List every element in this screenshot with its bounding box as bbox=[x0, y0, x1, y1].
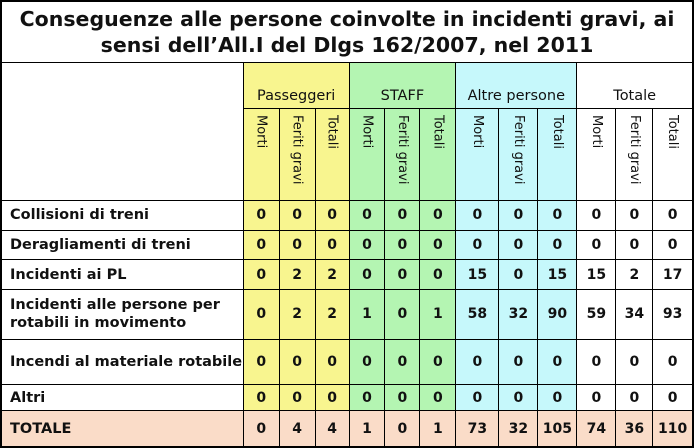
value-cell: 0 bbox=[538, 384, 577, 411]
value-cell: 0 bbox=[315, 200, 349, 230]
value-cell: 0 bbox=[616, 230, 653, 260]
value-cell: 0 bbox=[385, 230, 420, 260]
value-cell: 0 bbox=[653, 339, 693, 384]
value-cell: 2 bbox=[279, 260, 315, 290]
table-row bbox=[1, 200, 693, 230]
value-cell: 0 bbox=[577, 384, 616, 411]
row-label: Deragliamenti di treni bbox=[1, 230, 243, 260]
value-cell: 4 bbox=[279, 411, 315, 447]
value-cell: 0 bbox=[420, 260, 456, 290]
value-cell: 0 bbox=[243, 339, 279, 384]
value-cell: 0 bbox=[243, 384, 279, 411]
value-cell: 0 bbox=[456, 339, 499, 384]
value-cell: 0 bbox=[653, 230, 693, 260]
value-cell: 0 bbox=[456, 230, 499, 260]
value-cell: 0 bbox=[349, 384, 385, 411]
value-cell: 0 bbox=[653, 200, 693, 230]
table-row bbox=[1, 411, 693, 447]
value-cell: 1 bbox=[420, 411, 456, 447]
table-row bbox=[1, 339, 693, 384]
value-cell: 0 bbox=[499, 260, 538, 290]
value-cell: 0 bbox=[243, 200, 279, 230]
group-totale: Totale bbox=[577, 63, 693, 109]
value-cell: 0 bbox=[385, 411, 420, 447]
group-passeggeri: Passeggeri bbox=[243, 63, 349, 109]
value-cell: 90 bbox=[538, 290, 577, 339]
table-row bbox=[1, 290, 693, 339]
subheader-totali: Totali bbox=[324, 115, 340, 150]
value-cell: 2 bbox=[616, 260, 653, 290]
title-line-1: Conseguenze alle persone coinvolte in incidenti gravi, ai bbox=[19, 7, 675, 31]
value-cell: 59 bbox=[577, 290, 616, 339]
value-cell: 0 bbox=[616, 200, 653, 230]
value-cell: 2 bbox=[315, 260, 349, 290]
subheader-totali: Totali bbox=[665, 115, 681, 150]
value-cell: 0 bbox=[499, 230, 538, 260]
value-cell: 0 bbox=[349, 200, 385, 230]
value-cell: 1 bbox=[420, 290, 456, 339]
incident-table bbox=[0, 62, 694, 448]
value-cell: 0 bbox=[243, 290, 279, 339]
row-label: TOTALE bbox=[1, 411, 243, 447]
subheader-feriti-gravi: Feriti gravi bbox=[289, 115, 305, 185]
value-cell: 0 bbox=[385, 260, 420, 290]
subheader-morti: Morti bbox=[469, 115, 485, 149]
value-cell: 0 bbox=[349, 260, 385, 290]
group-header-row bbox=[1, 63, 693, 109]
group-altre-persone: Altre persone bbox=[456, 63, 577, 109]
value-cell: 0 bbox=[577, 339, 616, 384]
group-staff: STAFF bbox=[349, 63, 456, 109]
row-label: Incidenti ai PL bbox=[1, 260, 243, 290]
subheader-morti: Morti bbox=[359, 115, 375, 149]
value-cell: 0 bbox=[420, 339, 456, 384]
value-cell: 0 bbox=[315, 339, 349, 384]
value-cell: 93 bbox=[653, 290, 693, 339]
value-cell: 32 bbox=[499, 290, 538, 339]
value-cell: 0 bbox=[243, 230, 279, 260]
table-row bbox=[1, 230, 693, 260]
value-cell: 0 bbox=[315, 230, 349, 260]
value-cell: 15 bbox=[538, 260, 577, 290]
corner-cell bbox=[1, 63, 243, 201]
value-cell: 0 bbox=[456, 384, 499, 411]
value-cell: 0 bbox=[385, 384, 420, 411]
row-label: Incidenti alle persone per rotabili in movimento bbox=[1, 290, 243, 339]
value-cell: 0 bbox=[385, 290, 420, 339]
value-cell: 0 bbox=[385, 339, 420, 384]
table-row bbox=[1, 260, 693, 290]
value-cell: 0 bbox=[385, 200, 420, 230]
value-cell: 0 bbox=[279, 200, 315, 230]
value-cell: 0 bbox=[499, 339, 538, 384]
value-cell: 58 bbox=[456, 290, 499, 339]
value-cell: 0 bbox=[538, 230, 577, 260]
value-cell: 0 bbox=[499, 200, 538, 230]
value-cell: 0 bbox=[577, 230, 616, 260]
value-cell: 0 bbox=[420, 384, 456, 411]
title-line-2: sensi dell’All.I del Dlgs 162/2007, nel 2011 bbox=[100, 33, 594, 57]
value-cell: 0 bbox=[653, 384, 693, 411]
value-cell: 0 bbox=[279, 384, 315, 411]
page-title bbox=[0, 0, 694, 62]
value-cell: 34 bbox=[616, 290, 653, 339]
subheader-totali: Totali bbox=[430, 115, 446, 150]
value-cell: 0 bbox=[349, 339, 385, 384]
subheader-feriti-gravi: Feriti gravi bbox=[510, 115, 526, 185]
value-cell: 15 bbox=[577, 260, 616, 290]
subheader-totali: Totali bbox=[549, 115, 565, 150]
value-cell: 0 bbox=[243, 411, 279, 447]
subheader-feriti-gravi: Feriti gravi bbox=[394, 115, 410, 185]
value-cell: 0 bbox=[243, 260, 279, 290]
row-label: Collisioni di treni bbox=[1, 200, 243, 230]
row-label: Altri bbox=[1, 384, 243, 411]
value-cell: 2 bbox=[315, 290, 349, 339]
value-cell: 1 bbox=[349, 290, 385, 339]
value-cell: 110 bbox=[653, 411, 693, 447]
value-cell: 73 bbox=[456, 411, 499, 447]
value-cell: 0 bbox=[499, 384, 538, 411]
row-label: Incendi al materiale rotabile bbox=[1, 339, 243, 384]
value-cell: 36 bbox=[616, 411, 653, 447]
value-cell: 0 bbox=[456, 200, 499, 230]
value-cell: 105 bbox=[538, 411, 577, 447]
value-cell: 0 bbox=[315, 384, 349, 411]
value-cell: 0 bbox=[420, 230, 456, 260]
value-cell: 15 bbox=[456, 260, 499, 290]
value-cell: 17 bbox=[653, 260, 693, 290]
value-cell: 32 bbox=[499, 411, 538, 447]
table-row bbox=[1, 384, 693, 411]
value-cell: 0 bbox=[538, 200, 577, 230]
value-cell: 0 bbox=[577, 200, 616, 230]
value-cell: 2 bbox=[279, 290, 315, 339]
value-cell: 0 bbox=[349, 230, 385, 260]
value-cell: 0 bbox=[279, 339, 315, 384]
table-body bbox=[1, 200, 693, 447]
value-cell: 0 bbox=[420, 200, 456, 230]
subheader-morti: Morti bbox=[588, 115, 604, 149]
value-cell: 4 bbox=[315, 411, 349, 447]
value-cell: 1 bbox=[349, 411, 385, 447]
value-cell: 0 bbox=[279, 230, 315, 260]
value-cell: 0 bbox=[538, 339, 577, 384]
value-cell: 74 bbox=[577, 411, 616, 447]
subheader-feriti-gravi: Feriti gravi bbox=[626, 115, 642, 185]
subheader-morti: Morti bbox=[253, 115, 269, 149]
value-cell: 0 bbox=[616, 384, 653, 411]
value-cell: 0 bbox=[616, 339, 653, 384]
